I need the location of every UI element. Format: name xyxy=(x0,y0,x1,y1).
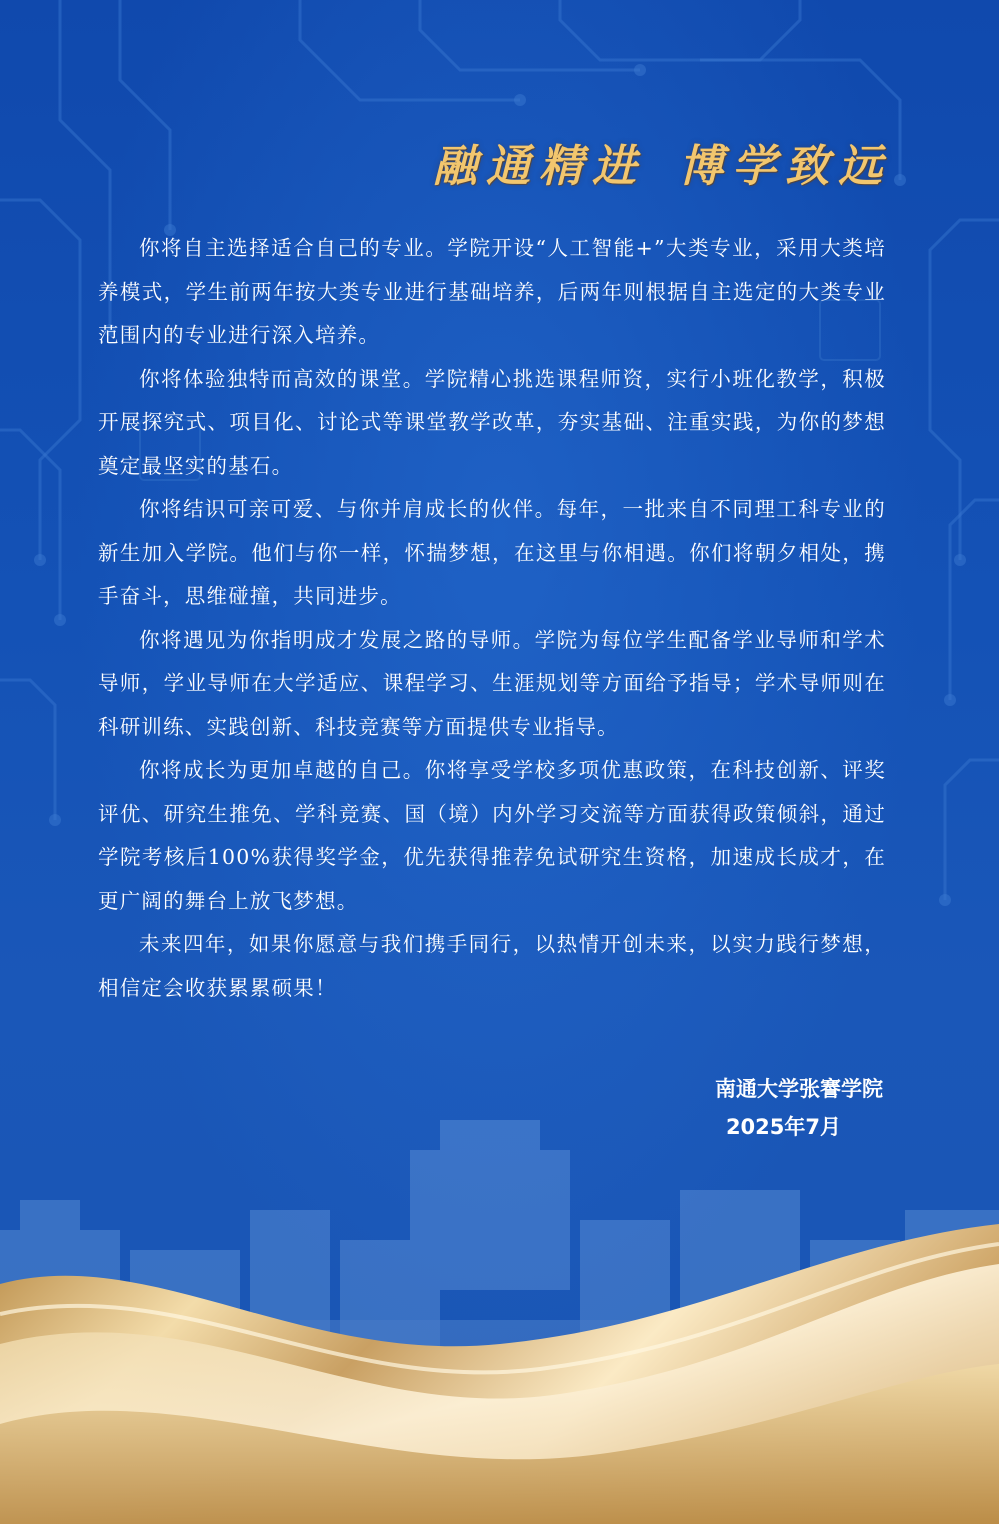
heading-motto xyxy=(433,130,891,194)
gold-silk-ribbon xyxy=(0,1224,999,1524)
signature-block xyxy=(715,1070,883,1146)
letter-body xyxy=(98,227,886,1010)
paragraph-classmates: 你将结识可亲可爱、与你并肩成长的伙伴。每年，一批来自不同理工科专业的新生加入学院。他们与你一样，怀揣梦想，在这里与你相遇。你们将朝夕相处，携手奋斗，思维碰撞，共同进步。 xyxy=(98,497,886,608)
motto-part-2: 博学致远 xyxy=(679,141,891,192)
paragraph-classroom: 你将体验独特而高效的课堂。学院精心挑选课程师资，实行小班化教学，积极开展探究式、项目化、讨论式等课堂教学改革，夯实基础、注重实践，为你的梦想奠定最坚实的基石。 xyxy=(98,366,886,478)
paragraph-growth: 你将成长为更加卓越的自己。你将享受学校多项优惠政策，在科技创新、评奖评优、研究生推免、学科竞赛、国（境）内外学习交流等方面获得政策倾斜，通过学院考核后100%获得奖学金，优先获得推荐免试研究生资格，加速成长成才，在更广阔的舞台上放飞梦想。 xyxy=(98,758,886,913)
paragraph-major-choice: 你将自主选择适合自己的专业。学院开设“人工智能+”大类专业，采用大类培养模式，学生前两年按大类专业进行基础培养，后两年则根据自主选定的大类专业范围内的专业进行深入培养。 xyxy=(98,236,886,347)
signature-org: 南通大学张謇学院 xyxy=(715,1077,883,1101)
motto-part-1: 融通精进 xyxy=(433,141,645,192)
paragraph-mentors: 你将遇见为你指明成才发展之路的导师。学院为每位学生配备学业导师和学术导师，学业导师在大学适应、课程学习、生涯规划等方面给予指导；学术导师则在科研训练、实践创新、科技竞赛等方面提供专业指导。 xyxy=(98,627,886,739)
paragraph-closing: 未来四年，如果你愿意与我们携手同行，以热情开创未来，以实力践行梦想，相信定会收获累累硕果！ xyxy=(98,932,886,1000)
signature-date: 2025年7月 xyxy=(725,1115,841,1139)
